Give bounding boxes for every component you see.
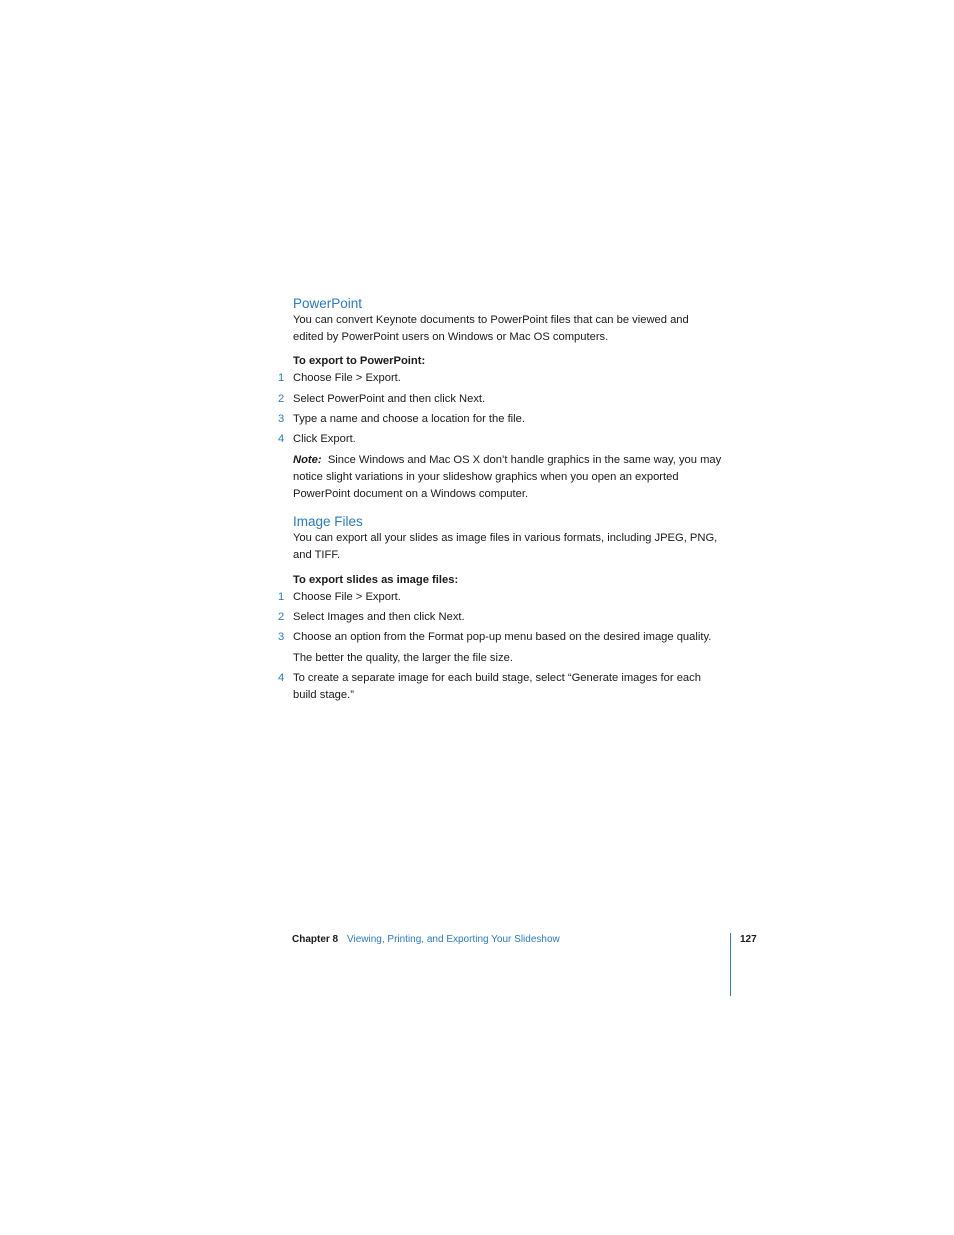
note-line-1 — [293, 452, 721, 469]
powerpoint-intro-line-2: edited by PowerPoint users on Windows or Mac OS computers. — [293, 331, 609, 343]
image-files-intro-line-2: and TIFF. — [293, 549, 341, 561]
step-followup-text: The better the quality, the larger the file size. — [293, 652, 513, 664]
step-number: 4 — [278, 433, 285, 445]
step-text-line-1: To create a separate image for each build stage, select “Generate images for each — [293, 672, 701, 684]
step-number: 4 — [278, 672, 285, 684]
step-text: Click Export. — [293, 433, 356, 445]
footer-divider — [730, 933, 731, 996]
step-text: Choose File > Export. — [293, 372, 401, 384]
step-number: 2 — [278, 611, 285, 623]
powerpoint-task-title: To export to PowerPoint: — [293, 355, 426, 367]
step-text: Select PowerPoint and then click Next. — [293, 393, 486, 405]
section-heading-image-files: Image Files — [293, 514, 363, 529]
step-number: 1 — [278, 591, 285, 603]
note-line-3: PowerPoint document on a Windows computer. — [293, 488, 529, 500]
section-heading-powerpoint: PowerPoint — [293, 296, 363, 311]
step-number: 1 — [278, 372, 285, 384]
image-files-task-title: To export slides as image files: — [293, 574, 459, 586]
note-text: Since Windows and Mac OS X don’t handle graphics in the same way, you may — [327, 454, 722, 466]
step-text: Choose File > Export. — [293, 591, 401, 603]
step-text: Choose an option from the Format pop-up menu based on the desired image quality. — [293, 631, 712, 643]
note-line-2: notice slight variations in your slideshow graphics when you open an exported — [293, 471, 679, 483]
step-number: 3 — [278, 413, 285, 425]
powerpoint-intro-line-1: You can convert Keynote documents to PowerPoint files that can be viewed and — [293, 314, 689, 326]
footer-page-number: 127 — [740, 934, 757, 945]
step-text-line-2: build stage.” — [293, 689, 354, 701]
step-number: 2 — [278, 393, 285, 405]
footer-chapter-title: Viewing, Printing, and Exporting Your Slideshow — [347, 934, 560, 945]
step-text: Type a name and choose a location for the file. — [293, 413, 525, 425]
note-label: Note: — [293, 454, 322, 466]
footer-chapter-label: Chapter 8 — [292, 934, 339, 945]
image-files-intro-line-1: You can export all your slides as image files in various formats, including JPEG, PNG, — [293, 532, 718, 544]
step-number: 3 — [278, 631, 285, 643]
step-text: Select Images and then click Next. — [293, 611, 465, 623]
